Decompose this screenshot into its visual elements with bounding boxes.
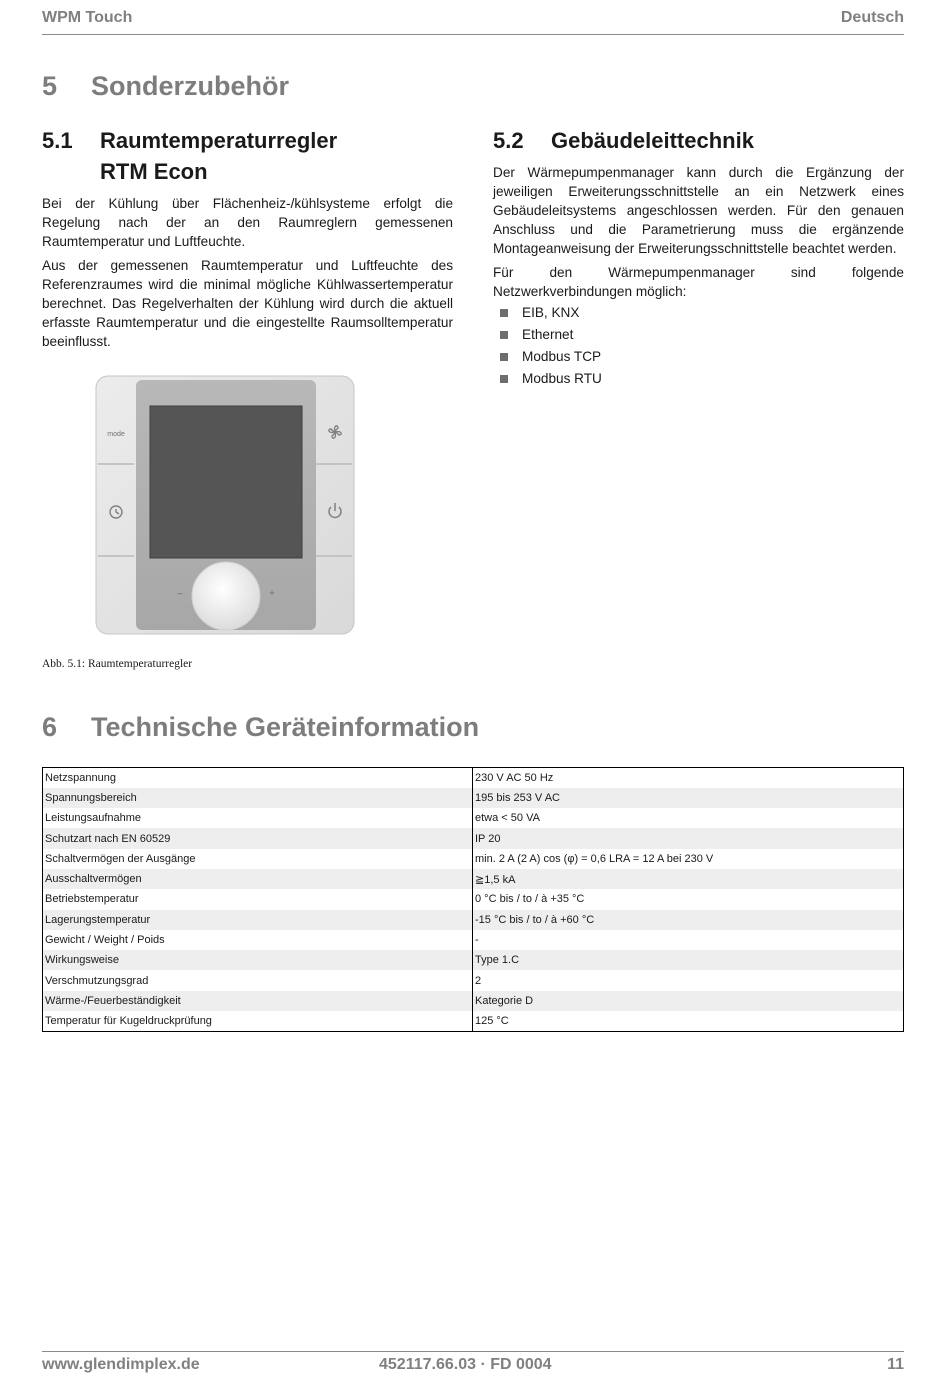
- table-row: Ausschaltvermögen ≧1,5 kA: [43, 869, 904, 889]
- table-row: Temperatur für Kugeldruckprüfung 125 °C: [43, 1011, 904, 1031]
- footer-website-link[interactable]: www.glendimplex.de: [42, 1356, 200, 1373]
- section-5-1-title-line2: RTM Econ: [100, 159, 208, 184]
- table-row: Spannungsbereich 195 bis 253 V AC: [43, 788, 904, 808]
- table-row: Wärme-/Feuerbeständigkeit Kategorie D: [43, 991, 904, 1011]
- table-row: Gewicht / Weight / Poids -: [43, 930, 904, 950]
- bullet-square-icon: [500, 375, 508, 383]
- table-row: Schutzart nach EN 60529 IP 20: [43, 828, 904, 848]
- header-divider: [42, 34, 904, 35]
- section-5-2-paragraph-2: Für den Wärmepumpenmanager sind folgende Netzwerkverbindungen möglich:: [493, 265, 904, 299]
- mode-button-label: mode: [107, 431, 125, 438]
- technical-data-table: [42, 767, 904, 1032]
- section-5-1-paragraph-2: Aus der gemessenen Raumtemperatur und Luftfeuchte des Referenzraumes wird die minimal mögliche Kühlwassertemperatur berechnet. Das Regelverhalten der Kühlung wird durch die aktuell erfasste Raumtemperatur und die eingestellte Raumsolltemperatur beeinflusst.: [42, 258, 453, 349]
- rotary-knob: [192, 562, 260, 630]
- list-item: EIB, KNX: [500, 302, 602, 324]
- section-5-number: 5: [42, 71, 58, 101]
- table-row: Schaltvermögen der Ausgänge min. 2 A (2 A) cos (φ) = 0,6 LRA = 12 A bei 230 V: [43, 849, 904, 869]
- table-row: Netzspannung 230 V AC 50 Hz: [43, 768, 904, 788]
- room-controller-figure: [94, 374, 356, 636]
- section-5-2-paragraph-1: Der Wärmepumpenmanager kann durch die Ergänzung der jeweiligen Erweiterungsschnittstelle an ein Netzwerk eines Gebäudeleitsystems angeschlossen werden. Für den genauen Anschluss und die Parametrierung muss die ergänzende Montageanweisung der Erweiterungsschnittstelle beachtet werden.: [493, 165, 904, 256]
- section-5-2-heading: [493, 125, 754, 156]
- bullet-square-icon: [500, 309, 508, 317]
- section-5-1-number: 5.1: [42, 128, 73, 153]
- bullet-square-icon: [500, 331, 508, 339]
- section-5-1-title-line1: Raumtemperaturregler: [100, 128, 338, 153]
- section-5-2-number: 5.2: [493, 128, 524, 153]
- footer-divider: [42, 1351, 904, 1352]
- list-item: Ethernet: [500, 324, 602, 346]
- figure-caption: Abb. 5.1: Raumtemperaturregler: [42, 658, 193, 670]
- section-5-heading: [42, 71, 289, 102]
- section-5-1-heading: [42, 125, 337, 187]
- list-item: Modbus TCP: [500, 346, 602, 368]
- table-row: Verschmutzungsgrad 2: [43, 970, 904, 990]
- header-language: Deutsch: [840, 9, 904, 26]
- controller-display: [150, 406, 302, 558]
- bullet-square-icon: [500, 353, 508, 361]
- plus-label: +: [269, 588, 275, 598]
- table-row: Betriebstemperatur 0 °C bis / to / à +35 °C: [43, 889, 904, 909]
- network-connections-list: [500, 302, 602, 390]
- list-item: Modbus RTU: [500, 368, 602, 390]
- section-6-number: 6: [42, 712, 58, 742]
- section-6-heading: [42, 712, 479, 743]
- table-row: Wirkungsweise Type 1.C: [43, 950, 904, 970]
- footer-document-number: 452117.66.03 · FD 0004: [379, 1356, 552, 1373]
- page-number: 11: [887, 1356, 904, 1373]
- section-5-1-paragraph-1: Bei der Kühlung über Flächenheiz-/kühlsysteme erfolgt die Regelung nach der an den Raumreglern gemessenen Raumtemperatur und Luftfeuchte.: [42, 196, 453, 249]
- header-product-name: WPM Touch: [42, 9, 133, 26]
- minus-label: –: [177, 588, 183, 598]
- section-6-title: Technische Geräteinformation: [91, 712, 480, 742]
- section-5-title: Sonderzubehör: [91, 71, 290, 101]
- section-5-2-title: Gebäudeleittechnik: [551, 128, 754, 153]
- table-row: Leistungsaufnahme etwa < 50 VA: [43, 808, 904, 828]
- table-row: Lagerungstemperatur -15 °C bis / to / à +60 °C: [43, 910, 904, 930]
